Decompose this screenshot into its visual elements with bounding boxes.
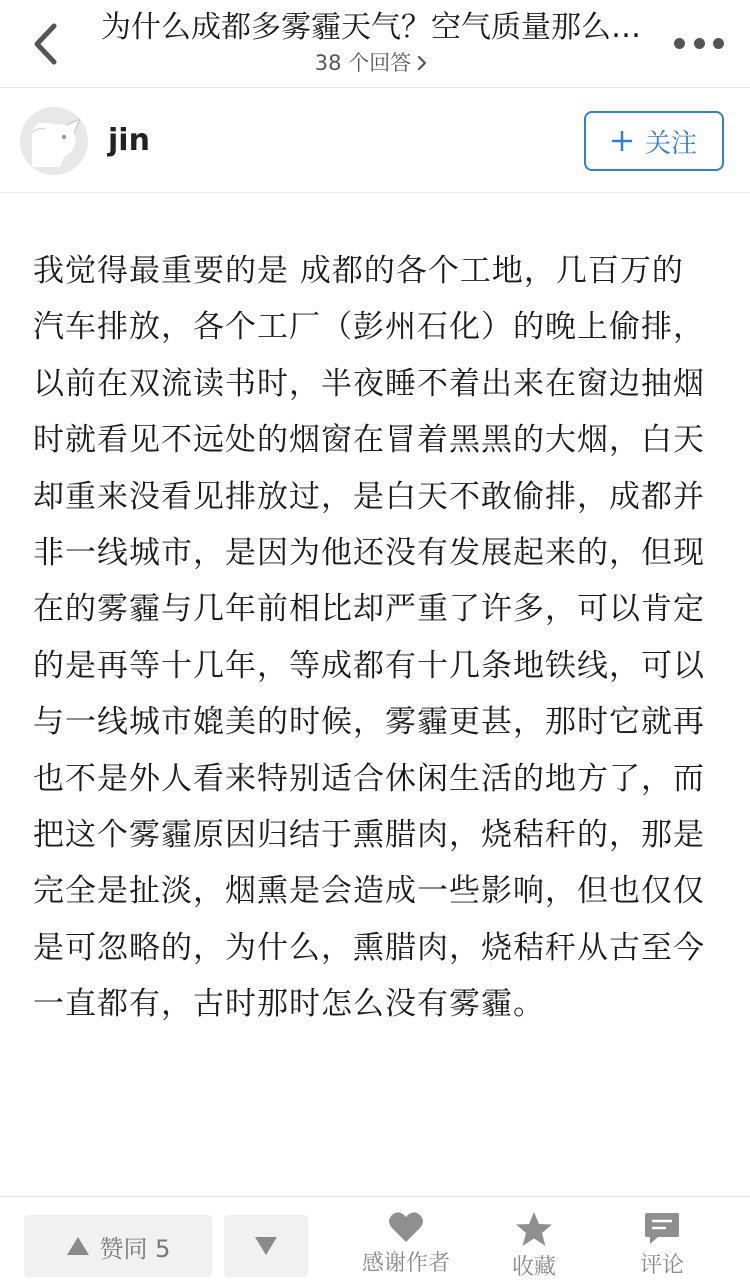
collect-button[interactable] [479,1211,589,1280]
question-title: 为什么成都多雾霾天气？空气质量那么… [101,10,641,45]
back-button[interactable] [22,18,68,70]
triangle-down-icon [254,1236,278,1256]
more-dots-icon[interactable] [674,28,724,58]
plus-icon [611,130,633,152]
triangle-up-icon [66,1236,90,1256]
author-row [0,89,750,193]
dog-avatar-icon [20,107,88,175]
comment-icon [644,1211,680,1245]
chevron-left-icon [32,22,58,66]
answers-count-link[interactable] [315,50,427,76]
vote-down-button[interactable] [224,1215,308,1277]
thank-author-label: 感谢作者 [361,1251,450,1276]
answers-count: 38 个回答 [314,51,412,75]
answer-text: 我觉得最重要的是 成都的各个工地，几百万的汽车排放，各个工厂（彭州石化）的晚上偷排，以前在双流读书时，半夜睡不着出来在窗边抽烟时就看见不远处的烟窗在冒着黑黑的大烟，白天却重来没看见排放过，是白天不敢偷排，成都并非一线城市，是因为他还没有发展起来的，但现在的雾霾与几年前相比却严重了许多，可以肯定的是再等十几年，等成都有十几条地铁线，可以与一线城市媲美的时候，雾霾更甚，那时它就再也不是外人看来特别适合休闲生活的地方了，而把这个雾霾原因归结于熏腊肉，烧秸秆的，那是完全是扯淡，烟熏是会造成一些影响，但也仅仅是可忽略的，为什么，熏腊肉，烧秸秆从古至今一直都有，古时那时怎么没有雾霾。 [33,253,705,1023]
chevron-right-icon [417,55,427,71]
top-nav-bar [0,0,750,88]
vote-up-label: 赞同 5 [99,1234,171,1263]
follow-label: 关注 [644,128,697,159]
author-name[interactable]: jin [108,123,150,158]
question-title-area[interactable] [86,8,656,84]
comment-label: 评论 [639,1253,684,1278]
follow-button[interactable] [584,111,724,171]
collect-label: 收藏 [511,1255,556,1280]
thank-author-button[interactable] [351,1211,461,1280]
comment-button[interactable] [607,1211,717,1280]
vote-up-button[interactable] [24,1215,212,1277]
avatar[interactable] [20,107,88,175]
star-icon [515,1211,553,1247]
bottom-action-bar [0,1196,750,1280]
heart-icon [388,1211,424,1243]
